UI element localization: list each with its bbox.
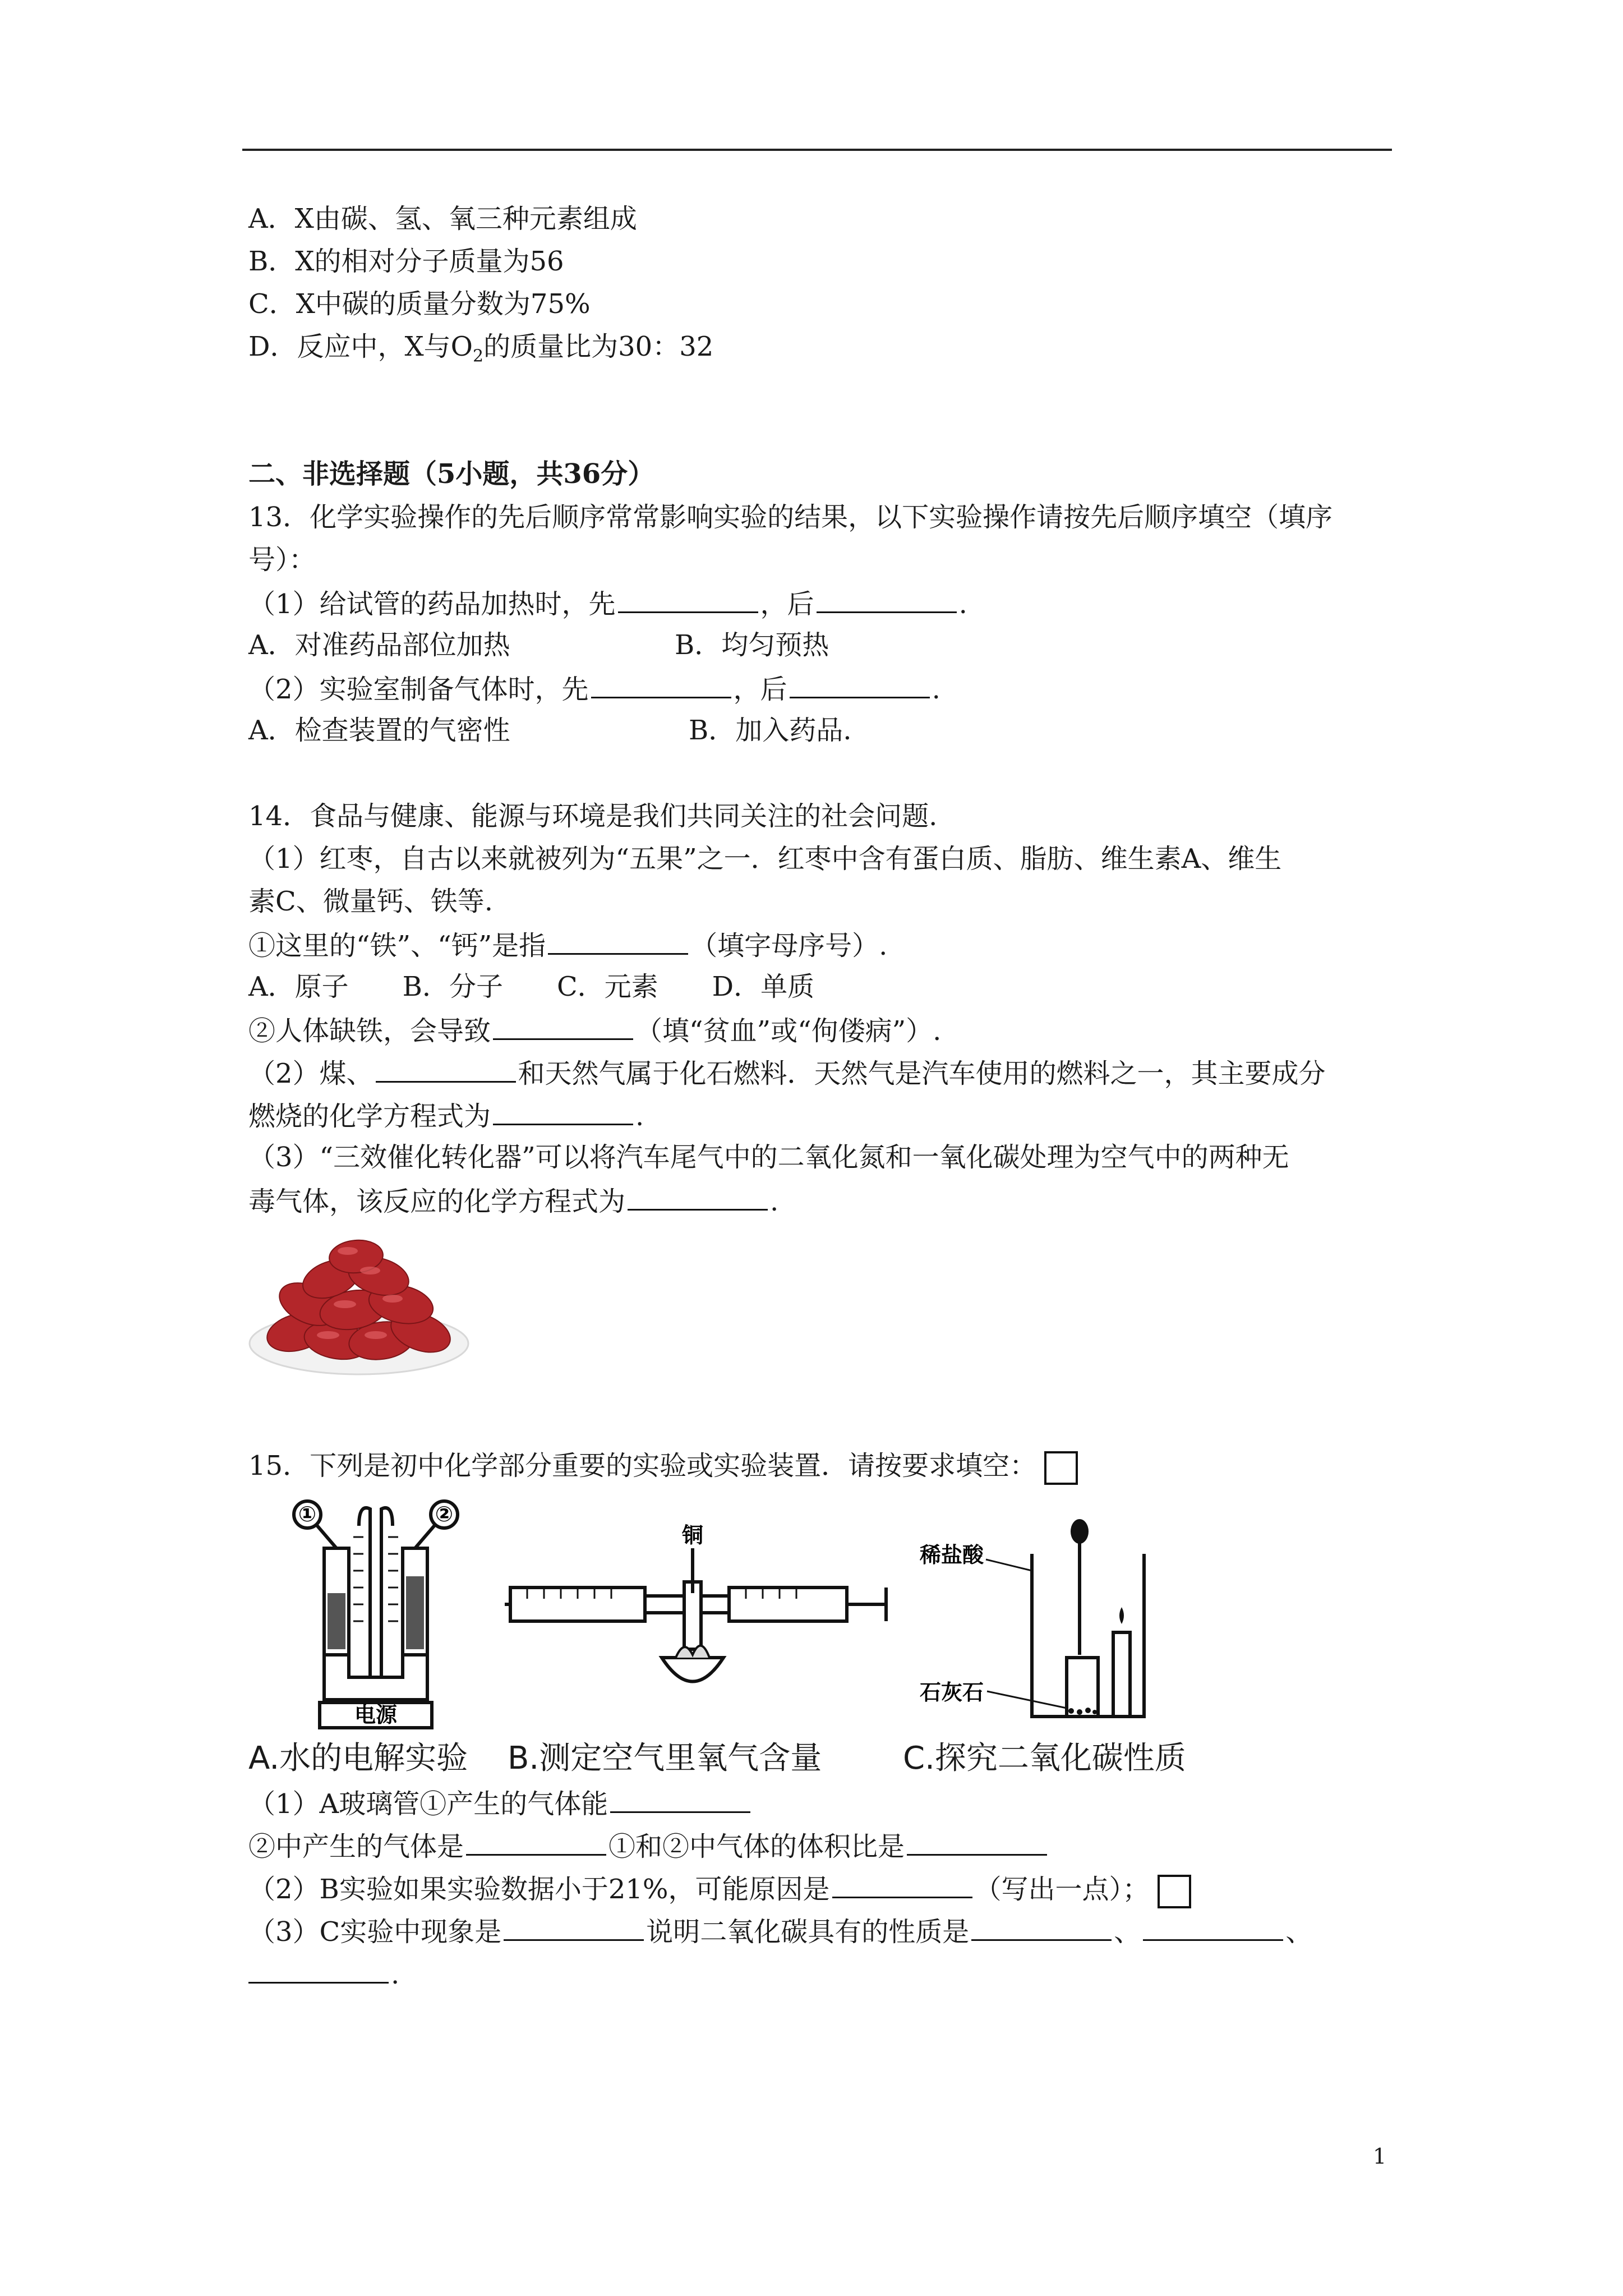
q15-stem: 15．下列是初中化学部分重要的实验或实验装置．请按要求填空： — [248, 1449, 1078, 1485]
q14-part3-line2: 毒气体，该反应的化学方程式为 . — [248, 1183, 778, 1218]
answer-blank[interactable] — [466, 1828, 606, 1856]
q12-option-c: C．X中碳的质量分数为75% — [248, 288, 591, 320]
caption-c: C.探究二氧化碳性质 — [903, 1740, 1186, 1777]
q13-stem-line1: 13．化学实验操作的先后顺序常常影响实验的结果，以下实验操作请按先后顺序填空（填序 — [248, 501, 1333, 533]
answer-blank[interactable] — [817, 586, 957, 613]
answer-blank[interactable] — [248, 1956, 389, 1984]
q14-sub2: ②人体缺铁，会导致 （填“贫血”或“佝偻病”）. — [248, 1013, 941, 1048]
answer-blank[interactable] — [1143, 1913, 1283, 1941]
answer-blank[interactable] — [971, 1913, 1112, 1941]
answer-blank[interactable] — [907, 1828, 1047, 1856]
q14-part2-line2: 燃烧的化学方程式为 . — [248, 1098, 644, 1133]
answer-box[interactable] — [1044, 1451, 1078, 1485]
answer-blank[interactable] — [493, 1013, 633, 1040]
answer-blank[interactable] — [504, 1913, 644, 1941]
q13-part2: （2）实验室制备气体时，先 ，后 . — [248, 671, 940, 706]
power-label: 电源 — [354, 1703, 398, 1727]
tube1-label: ① — [298, 1502, 317, 1526]
answer-blank[interactable] — [376, 1055, 516, 1083]
q15-a1: （1）A玻璃管①产生的气体能 — [248, 1786, 753, 1821]
oxygen-content-apparatus — [505, 1515, 897, 1717]
red-jujube-image — [247, 1226, 471, 1380]
header-rule — [242, 149, 1392, 151]
answer-blank[interactable] — [548, 927, 688, 955]
answer-blank[interactable] — [790, 671, 930, 698]
answer-blank[interactable] — [618, 586, 758, 613]
q12-option-b: B．X的相对分子质量为56 — [248, 246, 564, 277]
q14-part1-line2: 素C、微量钙、铁等. — [248, 886, 493, 917]
answer-blank[interactable] — [591, 671, 731, 698]
q14-sub1-options: A．原子 B．分子 C．元素 D．单质 — [248, 971, 815, 1002]
answer-box[interactable] — [1158, 1875, 1191, 1908]
q13-part1-option-b: B．均匀预热 — [675, 629, 829, 661]
co2-property-diagram — [920, 1515, 1155, 1728]
q14-part1-line1: （1）红枣，自古以来就被列为“五果”之一．红枣中含有蛋白质、脂肪、维生素A、维生 — [248, 843, 1282, 875]
caption-b: B.测定空气里氧气含量 — [508, 1740, 822, 1777]
limestone-label: 石灰石 — [920, 1680, 984, 1705]
page-number: 1 — [1373, 2144, 1387, 2169]
water-electrolysis-diagram — [280, 1492, 471, 1733]
caption-a: A.水的电解实验 — [248, 1740, 468, 1777]
q13-stem-line2: 号）： — [248, 544, 316, 576]
q15-b: （2）B实验如果实验数据小于21%，可能原因是 （写出一点）； — [248, 1871, 1191, 1908]
q13-part2-option-b: B．加入药品. — [689, 715, 852, 746]
q15-c-line2: . — [248, 1956, 399, 1991]
copper-label: 铜 — [681, 1523, 704, 1548]
section-title: 二、非选择题（5小题，共36分） — [248, 458, 655, 490]
q15-a2: ②中产生的气体是 ①和②中气体的体积比是 — [248, 1828, 1049, 1864]
answer-blank[interactable] — [832, 1871, 972, 1898]
answer-blank[interactable] — [493, 1098, 633, 1125]
tube2-label: ② — [435, 1502, 454, 1526]
q13-part1: （1）给试管的药品加热时，先 ，后 . — [248, 586, 967, 621]
q13-part2-option-a: A．检查装置的气密性 — [248, 715, 510, 746]
q14-sub1: ①这里的“铁”、“钙”是指 （填字母序号）. — [248, 927, 887, 963]
q14-stem: 14．食品与健康、能源与环境是我们共同关注的社会问题. — [248, 800, 938, 832]
answer-blank[interactable] — [628, 1183, 768, 1211]
q12-option-a: A．X由碳、氢、氧三种元素组成 — [248, 203, 637, 234]
q12-option-d: D．反应中，X与$O_2$的质量比为30：32 — [248, 331, 714, 366]
q14-part2: （2）煤、 和天然气属于化石燃料．天然气是汽车使用的燃料之一，其主要成分 — [248, 1055, 1326, 1091]
q13-part1-option-a: A．对准药品部位加热 — [248, 629, 510, 661]
q14-part3-line1: （3）“三效催化转化器”可以将汽车尾气中的二氧化氮和一氧化碳处理为空气中的两种无 — [248, 1142, 1289, 1173]
answer-blank[interactable] — [610, 1786, 750, 1813]
acid-label: 稀盐酸 — [920, 1543, 984, 1567]
q15-c: （3）C实验中现象是 说明二氧化碳具有的性质是 、 、 — [248, 1913, 1312, 1949]
